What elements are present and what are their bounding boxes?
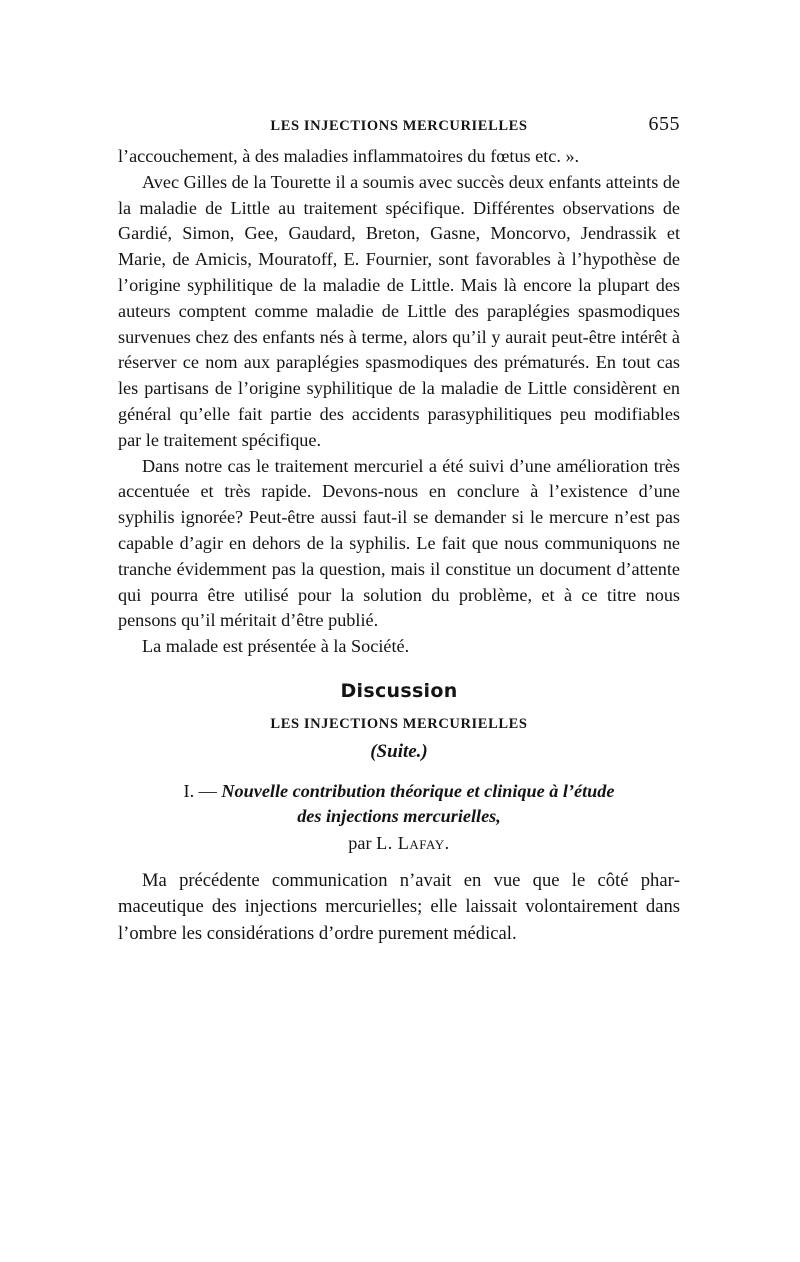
author-name: L. Lafay. [376,832,450,853]
paragraph: Ma précédente communication n’avait en vue que le côté pharmaceutique des injections mercurielles; elle laissait volontairement dans l’ombre les considérations d’ordre purement médical. [118,869,680,944]
section-suite: (Suite.) [370,740,428,762]
article-title-line1: Nouvelle contribution théorique et clinique à l’étude [221,780,615,801]
paragraph: Avec Gilles de la Tourette il a soumis avec succès deux enfants atteints de la maladie de Little au traitement spécifique. Différentes observations de Gardié, Simon, Gee, Gaudard, Breton, Gasne, Moncorvo, Jendrassik et Marie, de Amicis, Mouratoff, E. Fournier, sont favorables à l’hypothèse de l’origine syphilitique de la maladie de Little. Mais là encore la plupart des auteurs comptent comme maladie de Little des paraplégies spasmodiques survenues chez des enfants nés à terme, alors qu’il y aurait peut-être intérêt à réserver ce nom aux paraplégies spasmodiques des prématurés. En tout cas les partisans de l’origine syphilitique de la maladie de Little considèrent en général qu’elle fait partie des accidents parasyphilitiques peu modifiables par le traitement spécifique. [118,171,680,450]
byline-par: par [348,832,372,853]
paragraph: La malade est présentée à la Société. [142,636,410,657]
paragraph: Dans notre cas le traitement mercuriel a été suivi d’une amélioration très accentuée et très rapide. Devons-nous en conclure à l’existence d’une syphilis ignorée? Peut-être aussi faut-il se demander si le mercure n’est pas capable d’agir en dehors de la syphilis. Le fait que nous communiquons ne tranche évidemment pas la question, mais il constitue un document d’attente qui pourra être utilisé pour la solution du problème, et à ce titre nous pensons qu’il méritait d’être publié. [118,455,680,631]
page-number: 655 [648,113,680,135]
running-title: LES INJECTIONS MERCURIELLES [270,118,528,134]
book-page [118,112,680,947]
section-subheading: LES INJECTIONS MERCURIELLES [270,715,528,732]
final-text [118,868,680,948]
paragraph: l’accouchement, à des maladies inflammatoires du fœtus etc. ». [118,146,580,166]
article-title [118,779,680,829]
running-header [118,112,680,138]
section-heading: Discussion [340,679,458,702]
article-number: I. — [183,780,217,801]
body-text [118,144,680,660]
byline [118,833,680,854]
article-title-line2: des injections mercurielles, [297,805,501,826]
